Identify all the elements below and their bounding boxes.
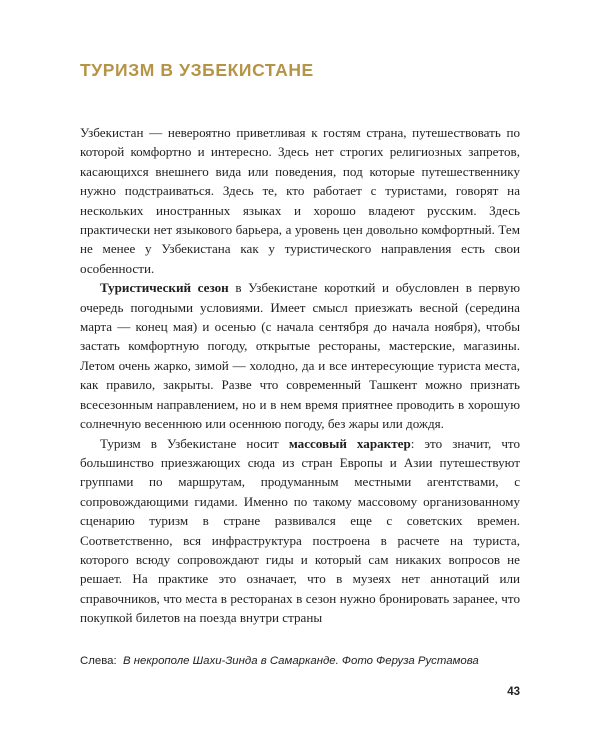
body-text bbox=[80, 123, 520, 628]
page-title: ТУРИЗМ В УЗБЕКИСТАНЕ bbox=[80, 60, 314, 80]
paragraph-intro-text: Узбекистан — невероятно приветливая к гостям страна, путешествовать по которой комфортно и интересно. Здесь нет строгих религиозных запретов, касающихся внешнего вида или поведения, под которые путешественнику нужно подстраиваться. Здесь те, кто работает с туристами, говорят на нескольких иностранных языках и хорошо владеют русским. Здесь практически нет языкового барьера, а уровень цен довольно комфортный. Тем не менее у Узбекистана как у туристического направления есть свои особенности. bbox=[80, 125, 520, 276]
caption-text: В некрополе Шахи-Зинда в Самарканде. Фото Феруза Рустамова bbox=[122, 655, 479, 667]
paragraph-mass-tourism bbox=[80, 434, 520, 628]
paragraph-tourist-season bbox=[80, 278, 520, 433]
paragraph-tourist-season-text: в Узбекистане короткий и обусловлен в первую очередь погодными условиями. Имеет смысл приезжать весной (середина марта — конец мая) и осенью (с начала сентября до начала ноября), чтобы застать комфортную погоду, открытые рестораны, мастерские, магазины. Летом очень жарко, зимой — холодно, да и все интересующие туриста места, как правило, закрыты. Разве что современный Ташкент можно признать всесезонным направлением, но и в нем время приятнее проводить в хорошую солнечную весеннюю или осеннюю погоду, без жары или дождя. bbox=[80, 280, 520, 432]
photo-caption bbox=[80, 655, 479, 667]
paragraph-intro bbox=[80, 123, 520, 278]
term-tourist-season: Туристический сезон bbox=[100, 280, 229, 296]
caption-label: Слева: bbox=[80, 655, 117, 667]
paragraph-mass-tourism-text: : это значит, что большинство приезжающих сюда из стран Европы и Азии путешествуют группами по маршрутам, продуманным местными агентствами, с сопровождающими гидами. Именно по такому массовому организованному сценарию туризм в стране развивался еще с советских времен. Соответственно, вся инфраструктура построена в расчете на туриста, которого всюду сопровождают гиды и который сам никаких вопросов не решает. На практике это означает, что в музеях нет аннотаций или справочников, что места в ресторанах в сезон нужно бронировать заранее, что покупкой билетов на поезда внутри страны bbox=[80, 435, 521, 626]
paragraph-mass-tourism-lead: Туризм в Узбекистане носит bbox=[100, 435, 289, 451]
page-number: 43 bbox=[507, 686, 520, 698]
term-mass-character: массовый характер bbox=[288, 435, 411, 451]
